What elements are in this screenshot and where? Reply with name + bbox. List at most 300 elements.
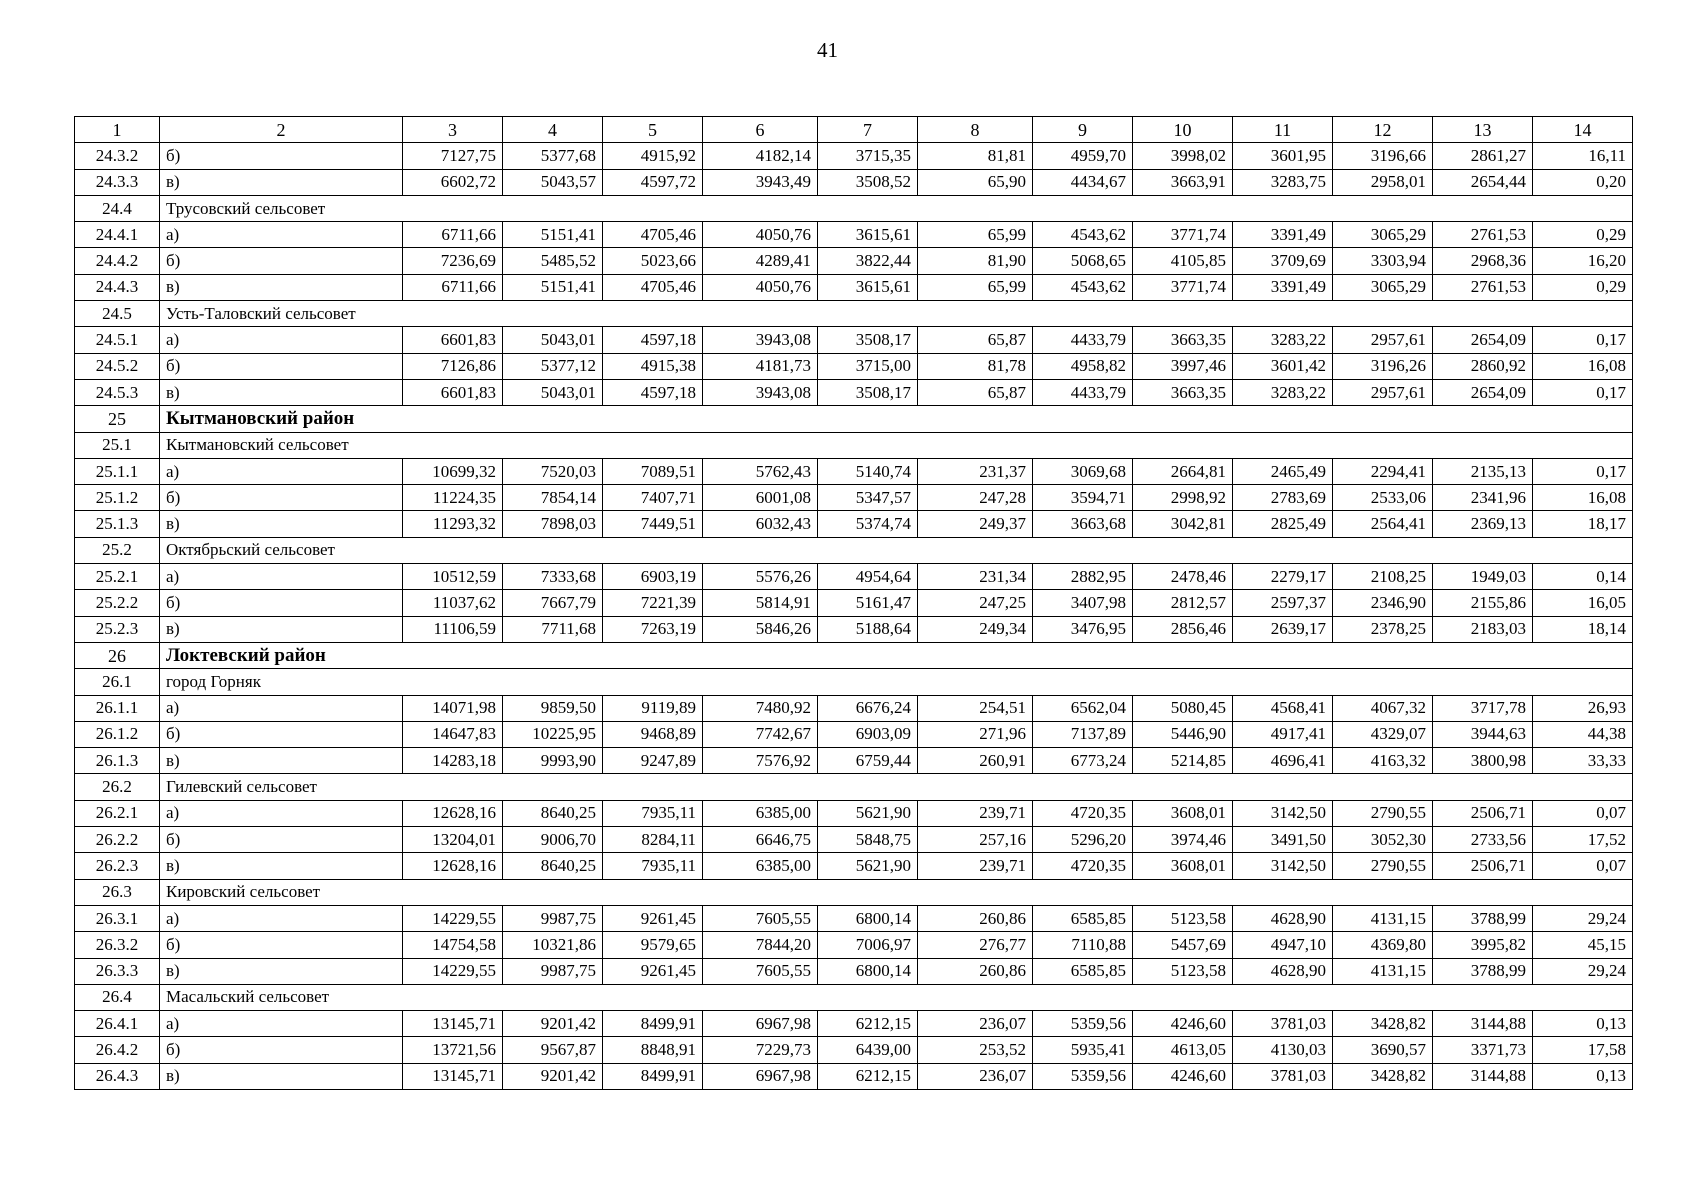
value-cell: 4917,41 xyxy=(1233,721,1333,747)
section-heading-row xyxy=(75,879,1633,905)
value-cell: 9261,45 xyxy=(603,905,703,931)
value-cell: 4613,05 xyxy=(1133,1037,1233,1063)
value-cell: 4543,62 xyxy=(1033,222,1133,248)
table-row xyxy=(75,1037,1633,1063)
value-cell: 2533,06 xyxy=(1333,485,1433,511)
row-code: 24.4 xyxy=(75,195,160,221)
value-cell: 33,33 xyxy=(1533,748,1633,774)
row-variant-label: в) xyxy=(160,853,403,879)
value-cell: 4628,90 xyxy=(1233,905,1333,931)
value-cell: 81,78 xyxy=(918,353,1033,379)
value-cell: 6562,04 xyxy=(1033,695,1133,721)
value-cell: 0,17 xyxy=(1533,327,1633,353)
value-cell: 3715,35 xyxy=(818,143,918,169)
value-cell: 4289,41 xyxy=(703,248,818,274)
value-cell: 3608,01 xyxy=(1133,853,1233,879)
value-cell: 0,17 xyxy=(1533,379,1633,405)
row-variant-label: а) xyxy=(160,564,403,590)
row-variant-label: а) xyxy=(160,458,403,484)
value-cell: 10699,32 xyxy=(403,458,503,484)
value-cell: 9201,42 xyxy=(503,1063,603,1089)
value-cell: 17,58 xyxy=(1533,1037,1633,1063)
table-row xyxy=(75,379,1633,405)
value-cell: 3283,22 xyxy=(1233,379,1333,405)
value-cell: 3371,73 xyxy=(1433,1037,1533,1063)
value-cell: 4182,14 xyxy=(703,143,818,169)
value-cell: 3196,66 xyxy=(1333,143,1433,169)
table-row xyxy=(75,458,1633,484)
value-cell: 3052,30 xyxy=(1333,827,1433,853)
value-cell: 2654,09 xyxy=(1433,327,1533,353)
value-cell: 3944,63 xyxy=(1433,721,1533,747)
column-header: 6 xyxy=(703,117,818,143)
row-variant-label: а) xyxy=(160,1011,403,1037)
value-cell: 5043,01 xyxy=(503,327,603,353)
value-cell: 9987,75 xyxy=(503,958,603,984)
value-cell: 6903,19 xyxy=(603,564,703,590)
column-header: 12 xyxy=(1333,117,1433,143)
value-cell: 6439,00 xyxy=(818,1037,918,1063)
table-row xyxy=(75,958,1633,984)
value-cell: 7520,03 xyxy=(503,458,603,484)
value-cell: 2761,53 xyxy=(1433,274,1533,300)
value-cell: 14229,55 xyxy=(403,905,503,931)
value-cell: 6212,15 xyxy=(818,1063,918,1089)
column-header: 9 xyxy=(1033,117,1133,143)
table-row xyxy=(75,1063,1633,1089)
value-cell: 253,52 xyxy=(918,1037,1033,1063)
value-cell: 5068,65 xyxy=(1033,248,1133,274)
value-cell: 2506,71 xyxy=(1433,800,1533,826)
row-code: 26.3.1 xyxy=(75,905,160,931)
value-cell: 3943,49 xyxy=(703,169,818,195)
row-code: 24.5.3 xyxy=(75,379,160,405)
value-cell: 4131,15 xyxy=(1333,958,1433,984)
value-cell: 3771,74 xyxy=(1133,222,1233,248)
value-cell: 10512,59 xyxy=(403,564,503,590)
value-cell: 0,07 xyxy=(1533,853,1633,879)
value-cell: 3142,50 xyxy=(1233,800,1333,826)
value-cell: 3771,74 xyxy=(1133,274,1233,300)
value-cell: 7935,11 xyxy=(603,853,703,879)
value-cell: 4050,76 xyxy=(703,274,818,300)
value-cell: 5814,91 xyxy=(703,590,818,616)
value-cell: 4163,32 xyxy=(1333,748,1433,774)
value-cell: 5762,43 xyxy=(703,458,818,484)
value-cell: 45,15 xyxy=(1533,932,1633,958)
value-cell: 3491,50 xyxy=(1233,827,1333,853)
table-row xyxy=(75,905,1633,931)
table-row xyxy=(75,827,1633,853)
table-row xyxy=(75,485,1633,511)
value-cell: 5457,69 xyxy=(1133,932,1233,958)
value-cell: 2506,71 xyxy=(1433,853,1533,879)
value-cell: 3663,35 xyxy=(1133,379,1233,405)
value-cell: 4720,35 xyxy=(1033,853,1133,879)
row-code: 26 xyxy=(75,642,160,668)
row-variant-label: в) xyxy=(160,169,403,195)
value-cell: 7742,67 xyxy=(703,721,818,747)
value-cell: 276,77 xyxy=(918,932,1033,958)
value-cell: 9567,87 xyxy=(503,1037,603,1063)
row-code: 24.4.3 xyxy=(75,274,160,300)
value-cell: 6903,09 xyxy=(818,721,918,747)
section-title: Октябрьский сельсовет xyxy=(160,537,1633,563)
value-cell: 10225,95 xyxy=(503,721,603,747)
value-cell: 81,81 xyxy=(918,143,1033,169)
value-cell: 16,20 xyxy=(1533,248,1633,274)
value-cell: 2369,13 xyxy=(1433,511,1533,537)
value-cell: 6385,00 xyxy=(703,800,818,826)
value-cell: 249,34 xyxy=(918,616,1033,642)
value-cell: 65,90 xyxy=(918,169,1033,195)
row-variant-label: б) xyxy=(160,353,403,379)
section-heading-row xyxy=(75,984,1633,1010)
value-cell: 9468,89 xyxy=(603,721,703,747)
row-code: 25 xyxy=(75,406,160,432)
value-cell: 7236,69 xyxy=(403,248,503,274)
value-cell: 3997,46 xyxy=(1133,353,1233,379)
row-code: 26.4.3 xyxy=(75,1063,160,1089)
value-cell: 8284,11 xyxy=(603,827,703,853)
value-cell: 3943,08 xyxy=(703,379,818,405)
section-title: Трусовский сельсовет xyxy=(160,195,1633,221)
row-code: 24.5.1 xyxy=(75,327,160,353)
value-cell: 14647,83 xyxy=(403,721,503,747)
value-cell: 2882,95 xyxy=(1033,564,1133,590)
row-code: 26.2 xyxy=(75,774,160,800)
page-number: 41 xyxy=(817,38,838,62)
value-cell: 9579,65 xyxy=(603,932,703,958)
value-cell: 18,17 xyxy=(1533,511,1633,537)
value-cell: 2957,61 xyxy=(1333,379,1433,405)
value-cell: 3943,08 xyxy=(703,327,818,353)
value-cell: 3042,81 xyxy=(1133,511,1233,537)
value-cell: 7667,79 xyxy=(503,590,603,616)
value-cell: 254,51 xyxy=(918,695,1033,721)
value-cell: 3663,91 xyxy=(1133,169,1233,195)
section-heading-row xyxy=(75,774,1633,800)
value-cell: 6800,14 xyxy=(818,958,918,984)
value-cell: 7854,14 xyxy=(503,485,603,511)
value-cell: 2654,44 xyxy=(1433,169,1533,195)
value-cell: 5846,26 xyxy=(703,616,818,642)
value-cell: 18,14 xyxy=(1533,616,1633,642)
value-cell: 3407,98 xyxy=(1033,590,1133,616)
table-row xyxy=(75,353,1633,379)
value-cell: 3800,98 xyxy=(1433,748,1533,774)
value-cell: 0,20 xyxy=(1533,169,1633,195)
value-cell: 2968,36 xyxy=(1433,248,1533,274)
row-code: 25.1.2 xyxy=(75,485,160,511)
value-cell: 2294,41 xyxy=(1333,458,1433,484)
value-cell: 16,05 xyxy=(1533,590,1633,616)
district-title: Кытмановский район xyxy=(160,406,1633,432)
value-cell: 3601,95 xyxy=(1233,143,1333,169)
row-variant-label: в) xyxy=(160,274,403,300)
value-cell: 16,08 xyxy=(1533,353,1633,379)
value-cell: 231,37 xyxy=(918,458,1033,484)
row-variant-label: а) xyxy=(160,800,403,826)
table-row xyxy=(75,800,1633,826)
column-header: 14 xyxy=(1533,117,1633,143)
value-cell: 4597,18 xyxy=(603,379,703,405)
value-cell: 6585,85 xyxy=(1033,958,1133,984)
value-cell: 8848,91 xyxy=(603,1037,703,1063)
value-cell: 4959,70 xyxy=(1033,143,1133,169)
row-code: 26.3 xyxy=(75,879,160,905)
value-cell: 4050,76 xyxy=(703,222,818,248)
table-row xyxy=(75,1011,1633,1037)
value-cell: 7449,51 xyxy=(603,511,703,537)
value-cell: 4246,60 xyxy=(1133,1011,1233,1037)
value-cell: 9993,90 xyxy=(503,748,603,774)
row-variant-label: в) xyxy=(160,748,403,774)
value-cell: 2597,37 xyxy=(1233,590,1333,616)
value-cell: 0,07 xyxy=(1533,800,1633,826)
value-cell: 2783,69 xyxy=(1233,485,1333,511)
value-cell: 4947,10 xyxy=(1233,932,1333,958)
value-cell: 2279,17 xyxy=(1233,564,1333,590)
value-cell: 7229,73 xyxy=(703,1037,818,1063)
value-cell: 29,24 xyxy=(1533,958,1633,984)
value-cell: 6711,66 xyxy=(403,222,503,248)
row-variant-label: б) xyxy=(160,827,403,853)
value-cell: 2860,92 xyxy=(1433,353,1533,379)
value-cell: 5935,41 xyxy=(1033,1037,1133,1063)
value-cell: 9006,70 xyxy=(503,827,603,853)
value-cell: 9987,75 xyxy=(503,905,603,931)
value-cell: 9859,50 xyxy=(503,695,603,721)
value-cell: 7898,03 xyxy=(503,511,603,537)
value-cell: 9201,42 xyxy=(503,1011,603,1037)
value-cell: 7407,71 xyxy=(603,485,703,511)
value-cell: 3391,49 xyxy=(1233,274,1333,300)
tariff-table xyxy=(74,116,1633,1090)
value-cell: 13204,01 xyxy=(403,827,503,853)
value-cell: 6759,44 xyxy=(818,748,918,774)
value-cell: 6212,15 xyxy=(818,1011,918,1037)
row-code: 25.2.2 xyxy=(75,590,160,616)
value-cell: 3781,03 xyxy=(1233,1011,1333,1037)
value-cell: 7221,39 xyxy=(603,590,703,616)
value-cell: 2108,25 xyxy=(1333,564,1433,590)
value-cell: 239,71 xyxy=(918,853,1033,879)
value-cell: 4369,80 xyxy=(1333,932,1433,958)
column-header: 7 xyxy=(818,117,918,143)
value-cell: 2639,17 xyxy=(1233,616,1333,642)
district-heading-row xyxy=(75,406,1633,432)
value-cell: 3428,82 xyxy=(1333,1011,1433,1037)
value-cell: 7935,11 xyxy=(603,800,703,826)
value-cell: 9119,89 xyxy=(603,695,703,721)
table-row xyxy=(75,748,1633,774)
value-cell: 4915,92 xyxy=(603,143,703,169)
value-cell: 5043,01 xyxy=(503,379,603,405)
value-cell: 3998,02 xyxy=(1133,143,1233,169)
value-cell: 7089,51 xyxy=(603,458,703,484)
row-variant-label: б) xyxy=(160,485,403,511)
value-cell: 4628,90 xyxy=(1233,958,1333,984)
value-cell: 7576,92 xyxy=(703,748,818,774)
value-cell: 7605,55 xyxy=(703,905,818,931)
value-cell: 2733,56 xyxy=(1433,827,1533,853)
value-cell: 4105,85 xyxy=(1133,248,1233,274)
value-cell: 7126,86 xyxy=(403,353,503,379)
table-row xyxy=(75,853,1633,879)
row-code: 26.1.2 xyxy=(75,721,160,747)
value-cell: 3615,61 xyxy=(818,222,918,248)
value-cell: 5485,52 xyxy=(503,248,603,274)
value-cell: 7263,19 xyxy=(603,616,703,642)
value-cell: 6385,00 xyxy=(703,853,818,879)
value-cell: 3144,88 xyxy=(1433,1011,1533,1037)
value-cell: 247,28 xyxy=(918,485,1033,511)
value-cell: 13145,71 xyxy=(403,1011,503,1037)
value-cell: 3690,57 xyxy=(1333,1037,1433,1063)
section-title: Кытмановский сельсовет xyxy=(160,432,1633,458)
row-variant-label: б) xyxy=(160,721,403,747)
value-cell: 247,25 xyxy=(918,590,1033,616)
value-cell: 7711,68 xyxy=(503,616,603,642)
table-body xyxy=(75,143,1633,1090)
value-cell: 4597,18 xyxy=(603,327,703,353)
row-code: 26.2.1 xyxy=(75,800,160,826)
value-cell: 5296,20 xyxy=(1033,827,1133,853)
value-cell: 260,86 xyxy=(918,958,1033,984)
value-cell: 0,13 xyxy=(1533,1011,1633,1037)
value-cell: 5374,74 xyxy=(818,511,918,537)
value-cell: 65,87 xyxy=(918,327,1033,353)
value-cell: 9261,45 xyxy=(603,958,703,984)
value-cell: 4958,82 xyxy=(1033,353,1133,379)
value-cell: 5151,41 xyxy=(503,274,603,300)
value-cell: 257,16 xyxy=(918,827,1033,853)
value-cell: 3601,42 xyxy=(1233,353,1333,379)
value-cell: 2856,46 xyxy=(1133,616,1233,642)
row-variant-label: б) xyxy=(160,1037,403,1063)
value-cell: 5347,57 xyxy=(818,485,918,511)
value-cell: 0,17 xyxy=(1533,458,1633,484)
value-cell: 3594,71 xyxy=(1033,485,1133,511)
value-cell: 4705,46 xyxy=(603,222,703,248)
value-cell: 44,38 xyxy=(1533,721,1633,747)
section-heading-row xyxy=(75,432,1633,458)
row-code: 26.1 xyxy=(75,669,160,695)
value-cell: 3788,99 xyxy=(1433,905,1533,931)
value-cell: 4705,46 xyxy=(603,274,703,300)
value-cell: 4246,60 xyxy=(1133,1063,1233,1089)
table-row xyxy=(75,511,1633,537)
value-cell: 6967,98 xyxy=(703,1011,818,1037)
value-cell: 6601,83 xyxy=(403,327,503,353)
district-heading-row xyxy=(75,642,1633,668)
row-code: 24.4.1 xyxy=(75,222,160,248)
value-cell: 8499,91 xyxy=(603,1011,703,1037)
row-code: 26.3.3 xyxy=(75,958,160,984)
value-cell: 2183,03 xyxy=(1433,616,1533,642)
district-title: Локтевский район xyxy=(160,642,1633,668)
value-cell: 239,71 xyxy=(918,800,1033,826)
value-cell: 4543,62 xyxy=(1033,274,1133,300)
value-cell: 4915,38 xyxy=(603,353,703,379)
column-header: 1 xyxy=(75,117,160,143)
value-cell: 7006,97 xyxy=(818,932,918,958)
row-variant-label: а) xyxy=(160,222,403,248)
value-cell: 5080,45 xyxy=(1133,695,1233,721)
table-row xyxy=(75,248,1633,274)
table-row xyxy=(75,932,1633,958)
value-cell: 5123,58 xyxy=(1133,958,1233,984)
value-cell: 4067,32 xyxy=(1333,695,1433,721)
value-cell: 13721,56 xyxy=(403,1037,503,1063)
value-cell: 5161,47 xyxy=(818,590,918,616)
value-cell: 2812,57 xyxy=(1133,590,1233,616)
table-row xyxy=(75,327,1633,353)
value-cell: 5377,68 xyxy=(503,143,603,169)
row-code: 24.3.2 xyxy=(75,143,160,169)
value-cell: 2790,55 xyxy=(1333,800,1433,826)
table-row xyxy=(75,564,1633,590)
table-row xyxy=(75,695,1633,721)
value-cell: 0,13 xyxy=(1533,1063,1633,1089)
value-cell: 3428,82 xyxy=(1333,1063,1433,1089)
value-cell: 5151,41 xyxy=(503,222,603,248)
value-cell: 3065,29 xyxy=(1333,274,1433,300)
row-code: 24.3.3 xyxy=(75,169,160,195)
value-cell: 7137,89 xyxy=(1033,721,1133,747)
value-cell: 0,29 xyxy=(1533,274,1633,300)
value-cell: 6800,14 xyxy=(818,905,918,931)
column-header: 11 xyxy=(1233,117,1333,143)
value-cell: 5446,90 xyxy=(1133,721,1233,747)
value-cell: 5377,12 xyxy=(503,353,603,379)
value-cell: 3615,61 xyxy=(818,274,918,300)
row-variant-label: а) xyxy=(160,905,403,931)
value-cell: 6602,72 xyxy=(403,169,503,195)
table-row xyxy=(75,143,1633,169)
value-cell: 236,07 xyxy=(918,1063,1033,1089)
row-code: 24.5 xyxy=(75,301,160,327)
value-cell: 2654,09 xyxy=(1433,379,1533,405)
value-cell: 236,07 xyxy=(918,1011,1033,1037)
value-cell: 11224,35 xyxy=(403,485,503,511)
value-cell: 2958,01 xyxy=(1333,169,1433,195)
value-cell: 2998,92 xyxy=(1133,485,1233,511)
row-variant-label: б) xyxy=(160,143,403,169)
value-cell: 2346,90 xyxy=(1333,590,1433,616)
row-code: 25.2.1 xyxy=(75,564,160,590)
row-code: 26.2.2 xyxy=(75,827,160,853)
value-cell: 2341,96 xyxy=(1433,485,1533,511)
value-cell: 4433,79 xyxy=(1033,327,1133,353)
value-cell: 3781,03 xyxy=(1233,1063,1333,1089)
value-cell: 7333,68 xyxy=(503,564,603,590)
value-cell: 5043,57 xyxy=(503,169,603,195)
value-cell: 4954,64 xyxy=(818,564,918,590)
value-cell: 17,52 xyxy=(1533,827,1633,853)
row-code: 26.1.1 xyxy=(75,695,160,721)
value-cell: 9247,89 xyxy=(603,748,703,774)
row-variant-label: в) xyxy=(160,958,403,984)
value-cell: 260,91 xyxy=(918,748,1033,774)
value-cell: 5123,58 xyxy=(1133,905,1233,931)
table-row xyxy=(75,721,1633,747)
value-cell: 26,93 xyxy=(1533,695,1633,721)
table-row xyxy=(75,169,1633,195)
value-cell: 3508,17 xyxy=(818,327,918,353)
row-code: 25.1.3 xyxy=(75,511,160,537)
